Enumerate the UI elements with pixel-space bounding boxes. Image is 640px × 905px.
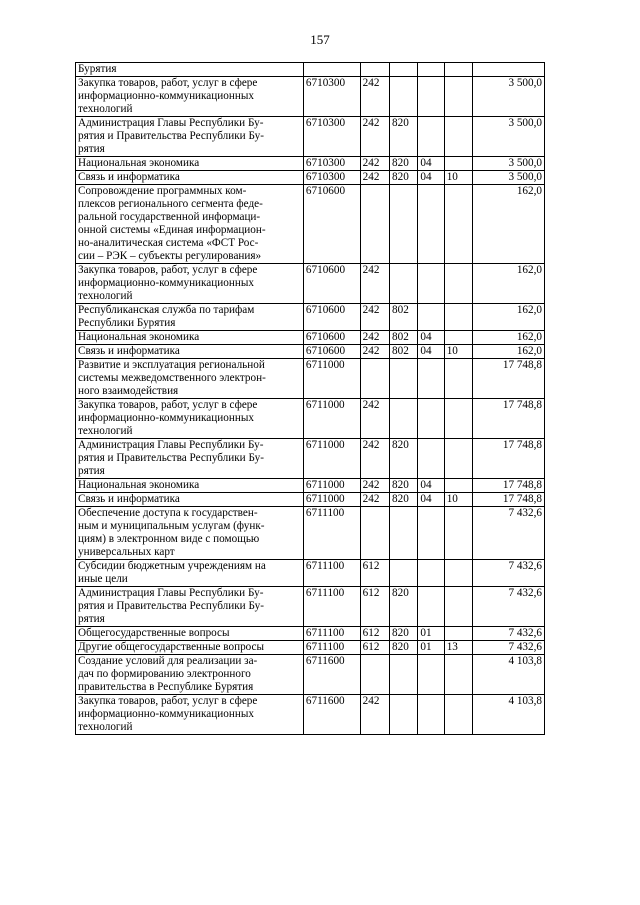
table-row [76, 399, 545, 439]
table-row [76, 507, 545, 560]
expense-type-code-cell: 242 [360, 117, 389, 157]
row-name-line: Сопровождение программных ком- [78, 185, 247, 197]
row-name-line: Республиканская служба по тарифам [78, 304, 255, 316]
row-name-line: Развитие и эксплуатация региональной [78, 359, 265, 371]
administrator-code-cell [390, 507, 418, 560]
table-row [76, 655, 545, 695]
section-code-cell [418, 439, 444, 479]
row-name-line: технологий [78, 290, 133, 302]
subsection-code-cell [444, 359, 472, 399]
row-name-line: ного взаимодействия [78, 385, 179, 397]
target-article-code-cell: 6711100 [303, 641, 360, 655]
row-name-line: информационно-коммуникационных [78, 412, 254, 424]
row-name-line: рятия и Правительства Республики Бу- [78, 452, 264, 464]
expense-type-code-cell: 242 [360, 479, 389, 493]
row-name-line: Связь и информатика [78, 171, 180, 183]
expense-type-code-cell: 612 [360, 587, 389, 627]
expense-type-code-cell: 242 [360, 345, 389, 359]
target-article-code-cell: 6710300 [303, 117, 360, 157]
target-article-code-cell: 6710300 [303, 77, 360, 117]
expense-type-code-cell [360, 507, 389, 560]
row-name-line: Администрация Главы Республики Бу- [78, 439, 264, 451]
row-name-cell [76, 264, 304, 304]
administrator-code-cell: 820 [390, 117, 418, 157]
administrator-code-cell: 820 [390, 493, 418, 507]
subsection-code-cell [444, 157, 472, 171]
subsection-code-cell [444, 399, 472, 439]
row-name-line: Связь и информатика [78, 345, 180, 357]
amount-cell: 3 500,0 [473, 171, 545, 185]
expense-type-code-cell: 242 [360, 77, 389, 117]
amount-cell: 7 432,6 [473, 507, 545, 560]
amount-cell: 162,0 [473, 345, 545, 359]
target-article-code-cell: 6710300 [303, 157, 360, 171]
subsection-code-cell [444, 77, 472, 117]
expense-type-code-cell: 242 [360, 171, 389, 185]
amount-cell: 162,0 [473, 304, 545, 331]
amount-cell: 7 432,6 [473, 560, 545, 587]
row-name-line: Общегосударственные вопросы [78, 627, 230, 639]
subsection-code-cell: 10 [444, 493, 472, 507]
row-name-cell [76, 157, 304, 171]
subsection-code-cell [444, 479, 472, 493]
target-article-code-cell: 6711000 [303, 359, 360, 399]
administrator-code-cell [390, 264, 418, 304]
table-row [76, 185, 545, 264]
row-name-cell [76, 117, 304, 157]
table-row [76, 264, 545, 304]
amount-cell: 3 500,0 [473, 77, 545, 117]
row-name-line: Администрация Главы Республики Бу- [78, 117, 264, 129]
section-code-cell: 01 [418, 627, 444, 641]
amount-cell: 3 500,0 [473, 157, 545, 171]
administrator-code-cell: 820 [390, 641, 418, 655]
expense-type-code-cell [360, 63, 389, 77]
row-name-cell [76, 304, 304, 331]
section-code-cell [418, 185, 444, 264]
administrator-code-cell [390, 185, 418, 264]
administrator-code-cell [390, 77, 418, 117]
row-name-line: технологий [78, 721, 133, 733]
table-row [76, 560, 545, 587]
expense-type-code-cell: 242 [360, 264, 389, 304]
row-name-cell [76, 77, 304, 117]
row-name-cell [76, 627, 304, 641]
expense-type-code-cell [360, 655, 389, 695]
section-code-cell [418, 117, 444, 157]
table-row [76, 479, 545, 493]
target-article-code-cell: 6711000 [303, 439, 360, 479]
administrator-code-cell: 820 [390, 587, 418, 627]
row-name-line: Республики Бурятия [78, 317, 176, 329]
table-row [76, 627, 545, 641]
subsection-code-cell: 13 [444, 641, 472, 655]
amount-cell: 3 500,0 [473, 117, 545, 157]
table-row [76, 359, 545, 399]
table-row [76, 641, 545, 655]
row-name-cell [76, 479, 304, 493]
budget-table [75, 62, 545, 735]
administrator-code-cell: 802 [390, 331, 418, 345]
table-row [76, 345, 545, 359]
row-name-line: системы межведомственного электрон- [78, 372, 266, 384]
section-code-cell [418, 587, 444, 627]
target-article-code-cell: 6710600 [303, 331, 360, 345]
row-name-line: Администрация Главы Республики Бу- [78, 587, 264, 599]
subsection-code-cell [444, 695, 472, 735]
target-article-code-cell: 6710600 [303, 264, 360, 304]
subsection-code-cell [444, 587, 472, 627]
target-article-code-cell: 6710300 [303, 171, 360, 185]
administrator-code-cell [390, 63, 418, 77]
row-name-line: информационно-коммуникационных [78, 90, 254, 102]
row-name-line: информационно-коммуникационных [78, 277, 254, 289]
administrator-code-cell [390, 655, 418, 695]
target-article-code-cell: 6711100 [303, 587, 360, 627]
amount-cell: 7 432,6 [473, 587, 545, 627]
section-code-cell: 04 [418, 331, 444, 345]
section-code-cell [418, 359, 444, 399]
expense-type-code-cell: 242 [360, 157, 389, 171]
target-article-code-cell: 6711000 [303, 399, 360, 439]
amount-cell: 4 103,8 [473, 655, 545, 695]
table-row [76, 157, 545, 171]
expense-type-code-cell: 612 [360, 641, 389, 655]
section-code-cell: 04 [418, 345, 444, 359]
row-name-line: Закупка товаров, работ, услуг в сфере [78, 77, 258, 89]
row-name-line: информационно-коммуникационных [78, 708, 254, 720]
row-name-line: но-аналитическая система «ФСТ Рос- [78, 237, 259, 249]
row-name-line: рятия [78, 465, 105, 477]
row-name-line: Другие общегосударственные вопросы [78, 641, 265, 653]
subsection-code-cell [444, 507, 472, 560]
section-code-cell: 04 [418, 171, 444, 185]
row-name-line: ным и муниципальным услугам (функ- [78, 520, 265, 532]
amount-cell: 162,0 [473, 185, 545, 264]
subsection-code-cell: 10 [444, 345, 472, 359]
amount-cell: 162,0 [473, 331, 545, 345]
section-code-cell: 04 [418, 479, 444, 493]
amount-cell: 17 748,8 [473, 399, 545, 439]
amount-cell: 17 748,8 [473, 493, 545, 507]
section-code-cell [418, 264, 444, 304]
table-row [76, 77, 545, 117]
administrator-code-cell [390, 359, 418, 399]
row-name-line: Закупка товаров, работ, услуг в сфере [78, 695, 258, 707]
target-article-code-cell: 6710600 [303, 304, 360, 331]
expense-type-code-cell: 242 [360, 304, 389, 331]
expense-type-code-cell [360, 185, 389, 264]
row-name-line: дач по формированию электронного [78, 668, 251, 680]
row-name-line: Связь и информатика [78, 493, 180, 505]
row-name-line: технологий [78, 425, 133, 437]
amount-cell: 4 103,8 [473, 695, 545, 735]
row-name-line: универсальных карт [78, 546, 175, 558]
row-name-line: Национальная экономика [78, 479, 200, 491]
row-name-cell [76, 439, 304, 479]
table-row [76, 587, 545, 627]
section-code-cell [418, 695, 444, 735]
target-article-code-cell: 6710600 [303, 345, 360, 359]
target-article-code-cell: 6711100 [303, 627, 360, 641]
section-code-cell [418, 560, 444, 587]
section-code-cell: 04 [418, 493, 444, 507]
row-name-cell [76, 695, 304, 735]
row-name-line: правительства в Республике Бурятия [78, 681, 254, 693]
row-name-line: иные цели [78, 573, 128, 585]
row-name-line: рятия и Правительства Республики Бу- [78, 130, 264, 142]
subsection-code-cell [444, 304, 472, 331]
subsection-code-cell [444, 264, 472, 304]
target-article-code-cell: 6711000 [303, 493, 360, 507]
table-row [76, 304, 545, 331]
row-name-line: рятия и Правительства Республики Бу- [78, 600, 264, 612]
page-number: 157 [310, 32, 330, 47]
row-name-line: онной системы «Единая информацион- [78, 224, 266, 236]
row-name-cell [76, 587, 304, 627]
target-article-code-cell: 6711600 [303, 695, 360, 735]
amount-cell: 17 748,8 [473, 479, 545, 493]
section-code-cell [418, 507, 444, 560]
row-name-line: технологий [78, 103, 133, 115]
row-name-line: Закупка товаров, работ, услуг в сфере [78, 399, 258, 411]
row-name-cell [76, 399, 304, 439]
table-row [76, 63, 545, 77]
subsection-code-cell: 10 [444, 171, 472, 185]
row-name-cell [76, 171, 304, 185]
target-article-code-cell: 6711100 [303, 560, 360, 587]
section-code-cell [418, 77, 444, 117]
row-name-line: Обеспечение доступа к государствен- [78, 507, 258, 519]
section-code-cell: 04 [418, 157, 444, 171]
administrator-code-cell: 820 [390, 157, 418, 171]
administrator-code-cell [390, 695, 418, 735]
administrator-code-cell: 820 [390, 439, 418, 479]
table-row [76, 331, 545, 345]
administrator-code-cell [390, 399, 418, 439]
row-name-line: рятия [78, 613, 105, 625]
table-body [76, 63, 545, 735]
row-name-cell [76, 63, 304, 77]
row-name-line: Субсидии бюджетным учреждениям на [78, 560, 266, 572]
expense-type-code-cell: 242 [360, 493, 389, 507]
subsection-code-cell [444, 331, 472, 345]
subsection-code-cell [444, 439, 472, 479]
target-article-code-cell [303, 63, 360, 77]
expense-type-code-cell: 242 [360, 439, 389, 479]
subsection-code-cell [444, 560, 472, 587]
row-name-line: плексов регионального сегмента феде- [78, 198, 263, 210]
administrator-code-cell: 820 [390, 627, 418, 641]
row-name-line: Создание условий для реализации за- [78, 655, 258, 667]
row-name-cell [76, 359, 304, 399]
subsection-code-cell [444, 627, 472, 641]
row-name-cell [76, 493, 304, 507]
row-name-line: Национальная экономика [78, 331, 200, 343]
table-row [76, 171, 545, 185]
administrator-code-cell: 802 [390, 304, 418, 331]
row-name-cell [76, 641, 304, 655]
row-name-line: Закупка товаров, работ, услуг в сфере [78, 264, 258, 276]
section-code-cell: 01 [418, 641, 444, 655]
section-code-cell [418, 399, 444, 439]
expense-type-code-cell: 242 [360, 331, 389, 345]
section-code-cell [418, 655, 444, 695]
row-name-cell [76, 655, 304, 695]
section-code-cell [418, 304, 444, 331]
section-code-cell [418, 63, 444, 77]
expense-type-code-cell: 612 [360, 627, 389, 641]
amount-cell: 17 748,8 [473, 439, 545, 479]
row-name-cell [76, 185, 304, 264]
amount-cell [473, 63, 545, 77]
administrator-code-cell [390, 560, 418, 587]
row-name-line: ральной государственной информаци- [78, 211, 261, 223]
amount-cell: 162,0 [473, 264, 545, 304]
subsection-code-cell [444, 655, 472, 695]
subsection-code-cell [444, 117, 472, 157]
target-article-code-cell: 6711100 [303, 507, 360, 560]
table-row [76, 695, 545, 735]
row-name-line: циям) в электронном виде с помощью [78, 533, 260, 545]
amount-cell: 7 432,6 [473, 641, 545, 655]
target-article-code-cell: 6710600 [303, 185, 360, 264]
target-article-code-cell: 6711000 [303, 479, 360, 493]
expense-type-code-cell [360, 359, 389, 399]
row-name-cell [76, 331, 304, 345]
amount-cell: 7 432,6 [473, 627, 545, 641]
administrator-code-cell: 820 [390, 171, 418, 185]
subsection-code-cell [444, 185, 472, 264]
row-name-line: Национальная экономика [78, 157, 200, 169]
row-name-line: рятия [78, 143, 105, 155]
row-name-line: сии – РЭК – субъекты регулирования» [78, 250, 262, 262]
subsection-code-cell [444, 63, 472, 77]
row-name-cell [76, 345, 304, 359]
administrator-code-cell: 820 [390, 479, 418, 493]
amount-cell: 17 748,8 [473, 359, 545, 399]
expense-type-code-cell: 242 [360, 399, 389, 439]
expense-type-code-cell: 612 [360, 560, 389, 587]
table-row [76, 493, 545, 507]
table-row [76, 439, 545, 479]
row-name-line: Бурятия [78, 63, 117, 75]
row-name-cell [76, 560, 304, 587]
row-name-cell [76, 507, 304, 560]
target-article-code-cell: 6711600 [303, 655, 360, 695]
administrator-code-cell: 802 [390, 345, 418, 359]
table-row [76, 117, 545, 157]
expense-type-code-cell: 242 [360, 695, 389, 735]
